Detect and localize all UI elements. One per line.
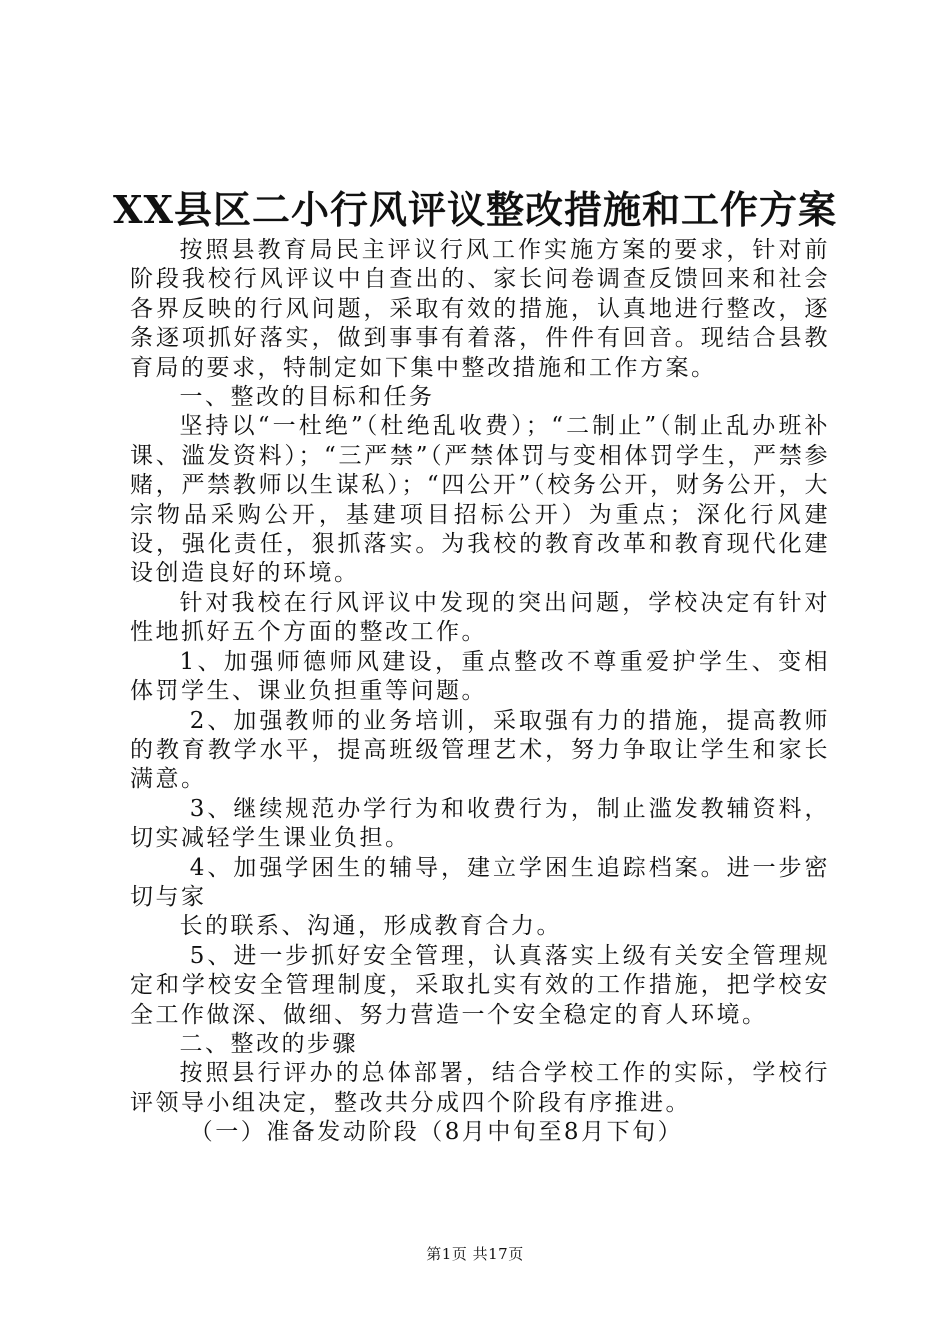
item-3-paragraph: 3、继续规范办学行为和收费行为，制止滥发教辅资料，切实减轻学生课业负担。 (130, 795, 830, 852)
item-4-continued-paragraph: 长的联系、沟通，形成教育合力。 (179, 913, 562, 940)
phase-1-heading: （一）准备发动阶段（8月中旬至8月下旬） (189, 1119, 684, 1146)
document-body (130, 236, 830, 1148)
focus-paragraph: 针对我校在行风评议中发现的突出问题，学校决定有针对性地抓好五个方面的整改工作。 (130, 589, 830, 646)
intro-paragraph: 按照县教育局民主评议行风工作实施方案的要求，针对前阶段我校行风评议中自查出的、家长问卷调查反馈回来和社会各界反映的行风问题，采取有效的措施，认真地进行整改，逐条逐项抓好落实，做到事事有着落，件件有回音。现结合县教育局的要求，特制定如下集中整改措施和工作方案。 (130, 237, 830, 381)
document-title: XX县区二小行风评议整改措施和工作方案 (113, 187, 837, 232)
section-heading-steps: 二、整改的步骤 (179, 1030, 358, 1057)
page-number: 第1页 共17页 (426, 1245, 524, 1263)
item-5-paragraph: 5、进一步抓好安全管理，认真落实上级有关安全管理规定和学校安全管理制度，采取扎实有效的工作措施，把学校安全工作做深、做细、努力营造一个安全稳定的育人环境。 (130, 942, 830, 1028)
item-2-paragraph: 2、加强教师的业务培训，采取强有力的措施，提高教师的教育教学水平，提高班级管理艺术，努力争取让学生和家长满意。 (130, 707, 830, 793)
section-heading-goals: 一、整改的目标和任务 (179, 384, 435, 411)
item-4-paragraph: 4、加强学困生的辅导，建立学困生追踪档案。进一步密切与家 (130, 854, 830, 910)
item-1-paragraph: 1、加强师德师风建设，重点整改不尊重爱护学生、变相体罚学生、课业负担重等问题。 (130, 648, 830, 705)
steps-paragraph: 按照县行评办的总体部署，结合学校工作的实际，学校行评领导小组决定，整改共分成四个阶段有序推进。 (130, 1060, 830, 1116)
goals-paragraph: 坚持以“一杜绝”（杜绝乱收费）；“二制止”（制止乱办班补课、滥发资料）；“三严禁”（严禁体罚与变相体罚学生，严禁参赌，严禁教师以生谋私）；“四公开”（校务公开，财务公开，大宗物品采购公开，基建项目招标公开）为重点；深化行风建设，强化责任，狠抓落实。为我校的教育改革和教育现代化建设创造良好的环境。 (130, 413, 830, 587)
